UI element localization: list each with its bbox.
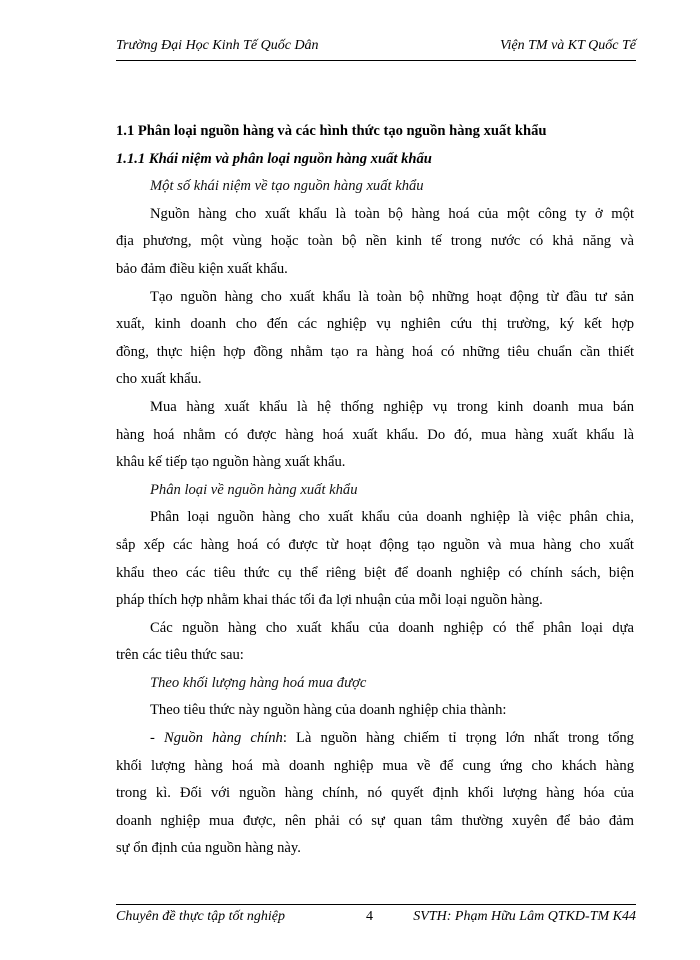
paragraph-line: hàng hoá nhằm có được hàng hoá xuất khẩu. Do đó, mua hàng xuất khẩu là [116, 426, 634, 443]
paragraph-line: sự ổn định của nguồn hàng này. [116, 840, 301, 857]
document-body [116, 118, 634, 863]
paragraph-line: Tạo nguồn hàng cho xuất khẩu là toàn bộ những hoạt động từ đầu tư sản [150, 288, 634, 305]
bullet-item [116, 725, 634, 753]
paragraph-line: pháp thích hợp nhằm khai thác tối đa lợi nhuận của mỗi loại nguồn hàng. [116, 592, 543, 609]
page-footer [116, 904, 636, 929]
page-number: 4 [366, 909, 373, 924]
paragraph-line: Mua hàng xuất khẩu là hệ thống nghiệp vụ trong kinh doanh mua bán [150, 398, 634, 415]
paragraph-line: Phân loại nguồn hàng cho xuất khẩu của doanh nghiệp là việc phân chia, [150, 509, 634, 526]
paragraph-line: địa phương, một vùng hoặc toàn bộ nền kinh tế trong nước có khả năng và [116, 233, 634, 250]
paragraph-line: cho xuất khẩu. [116, 371, 202, 388]
footer-student: SVTH: Phạm Hữu Lâm QTKD-TM K44 [413, 909, 636, 924]
bullet-text: : Là nguồn hàng chiếm tỉ trọng lớn nhất trong tổng [282, 730, 634, 747]
paragraph-line: khâu kế tiếp tạo nguồn hàng xuất khẩu. [116, 454, 346, 471]
paragraph-line: Theo tiêu thức này nguồn hàng của doanh nghiệp chia thành: [150, 702, 507, 719]
topic-heading-classification: Phân loại về nguồn hàng xuất khẩu [150, 481, 358, 498]
paragraph-line: khẩu theo các tiêu thức cụ thể riêng biệt để doanh nghiệp có chính sách, biện [116, 564, 634, 581]
paragraph-line: sắp xếp các hàng hoá có được từ hoạt động tạo nguồn và mua hàng cho xuất [116, 536, 634, 553]
subsection-heading: 1.1.1 Khái niệm và phân loại nguồn hàng xuất khẩu [116, 150, 432, 167]
paragraph-line: bảo đảm điều kiện xuất khẩu. [116, 260, 288, 277]
topic-heading-volume: Theo khối lượng hàng hoá mua được [150, 674, 367, 691]
section-heading: 1.1 Phân loại nguồn hàng và các hình thức tạo nguồn hàng xuất khẩu [116, 123, 547, 139]
paragraph-line: trong kì. Đối với nguồn hàng chính, nó quyết định khối lượng hàng hóa của [116, 785, 634, 802]
paragraph-line: xuất, kinh doanh cho đến các nghiệp vụ nghiên cứu thị trường, ký kết hợp [116, 316, 634, 333]
paragraph-line: Các nguồn hàng cho xuất khẩu của doanh nghiệp có thể phân loại dựa [150, 619, 634, 636]
header-university: Trường Đại Học Kinh Tế Quốc Dân [116, 38, 319, 53]
topic-heading-concepts: Một số khái niệm về tạo nguồn hàng xuất khẩu [150, 178, 424, 195]
paragraph-line: khối lượng hàng hoá mà doanh nghiệp mua về để cung ứng cho khách hàng [116, 757, 634, 774]
paragraph-line: Nguồn hàng cho xuất khẩu là toàn bộ hàng hoá của một công ty ở một [150, 205, 634, 222]
footer-report-title: Chuyên đề thực tập tốt nghiệp [116, 909, 285, 924]
header-institute: Viện TM và KT Quốc Tế [500, 38, 636, 53]
bullet-dash: - [150, 730, 164, 747]
paragraph-line: đồng, thực hiện hợp đồng nhằm tạo ra hàng hoá có những tiêu chuẩn cần thiết [116, 343, 634, 360]
paragraph-line: trên các tiêu thức sau: [116, 647, 244, 664]
paragraph-line: doanh nghiệp mua được, nên phải có sự quan tâm thường xuyên để bảo đảm [116, 812, 634, 829]
bullet-term: Nguồn hàng chính [164, 730, 283, 747]
page-header [116, 38, 636, 61]
